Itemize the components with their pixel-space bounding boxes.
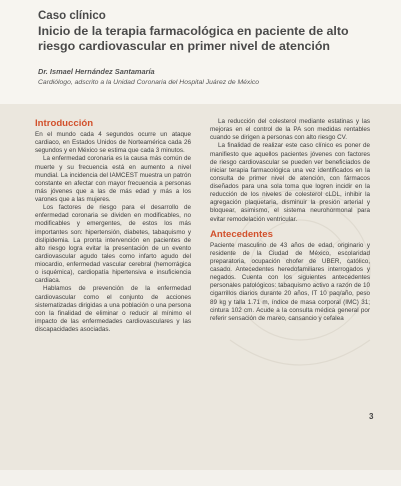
paragraph: La enfermedad coronaria es la causa más común de muerte y su frecuencia está en aumento a nivel mundial. La incidencia del IAMCEST muestra un patrón constante en afectar con mayor frecuencia a personas más jóvenes que a las de más edad y más a los varones que a las mujeres. (35, 155, 191, 203)
section-kicker: Caso clínico (38, 10, 106, 22)
article-header (0, 0, 401, 104)
author-name: Dr. Ismael Hernández Santamaría (38, 67, 155, 76)
article-title: Inicio de la terapia farmacológica en paciente de alto riesgo cardiovascular en primer nivel de atención (38, 24, 349, 53)
right-column (210, 118, 370, 323)
paragraph: Paciente masculino de 43 años de edad, originario y residente de la Ciudad de México, escolaridad preparatoria, ocupación chofer de UBER, católico, casado. Antecedentes heredofamiliares interrogados y negados. Cuenta con los siguientes antecedentes personales patológicos: tabaquismo activo a razón de 10 cigarrillos diarios durante 20 años, IT 10 paq/año, peso 89 kg y talla 1.71 m, índice de masa corporal (IMC) 31; cintura 102 cm. Acude a la consulta médica general por referir sensación de mareo, cansancio y cefalea (210, 241, 370, 322)
paragraph: Hablamos de prevención de la enfermedad cardiovascular como el conjunto de acciones sistematizadas dirigidas a una población o una persona con la finalidad de eliminar o reducir al mínimo el impacto de las enfermedades cardiovasculares y las discapacidades asociadas. (35, 285, 191, 333)
paragraph: La reducción del colesterol mediante estatinas y las mejoras en el control de la PA son medidas rentables cuando se dirigen a personas con alto riesgo CV. (210, 118, 370, 142)
paragraph: Los factores de riesgo para el desarrollo de enfermedad coronaria se dividen en modificables, no modificables y emergentes, de estos los más importantes son: hipertensión, diabetes, tabaquismo y dislipidemia. La pronta intervención en pacientes de alto riesgo logra evitar la presentación de un evento cardiovascular agudo tales como infarto agudo del miocardio, enfermedad vascular cerebral (hemorrágica o isquémica), cardiopatía hipertensiva e insuficiencia cardiaca. (35, 204, 191, 285)
heading-introduccion: Introducción (35, 118, 94, 129)
page-footer-margin (0, 470, 401, 486)
heading-antecedentes: Antecedentes (210, 228, 273, 240)
paragraph: La finalidad de realizar este caso clínico es poner de manifiesto que aquellos pacientes jóvenes con factores de riesgo cardiovascular se pueden ver beneficiados de iniciar terapia farmacológica una vez identificados en la consulta de primer nivel de atención, con fármacos diseñados para una sola toma que logren incidir en la reducción de los niveles de colesterol cLDL, inhibir la agregación plaquetaria, disminuir la presión arterial y bloquear, asimismo, el sistema neurohormonal para evitar remodelación ventricular. (210, 142, 370, 223)
left-column (35, 118, 191, 334)
paragraph: En el mundo cada 4 segundos ocurre un ataque cardiaco, en Estados Unidos de Norteamérica cada 26 segundos y en México se estima que cada 3 minutos. (35, 131, 191, 155)
page-number: 3 (369, 412, 374, 421)
author-affiliation: Cardiólogo, adscrito a la Unidad Coronaria del Hospital Juárez de México (38, 79, 260, 86)
